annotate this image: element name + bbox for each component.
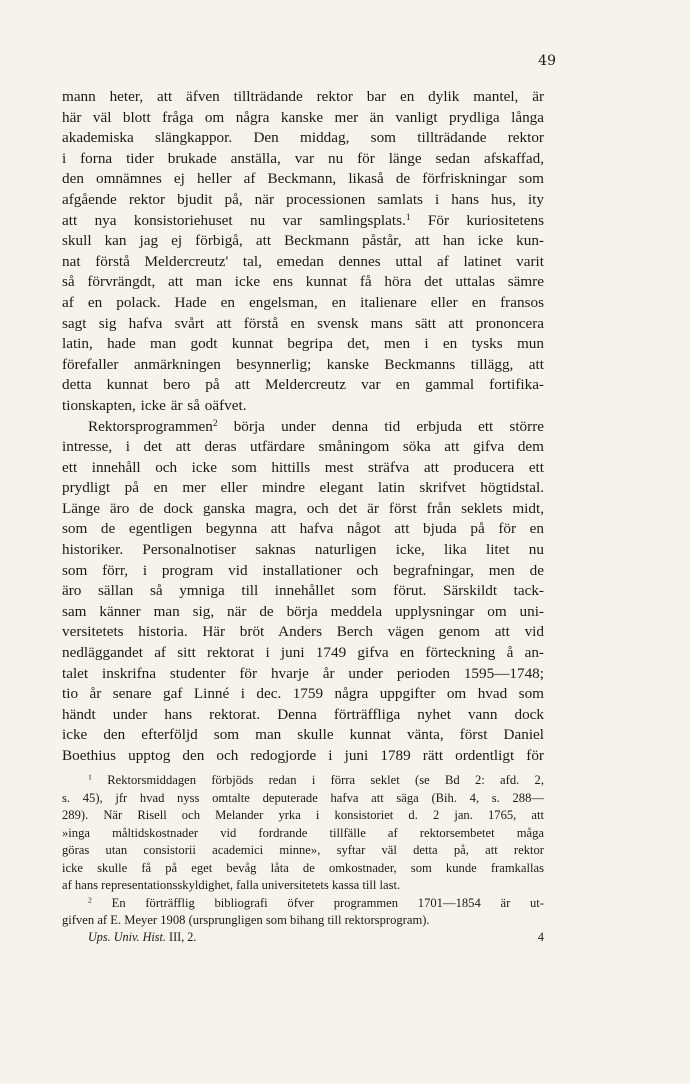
body-line: i forna tider brukade anställa, var nu för länge sedan afskaffad, [62,149,544,167]
footnote-text: En förträfflig bibliografi öfver programmen 1701—1854 är ut- [111,895,544,910]
body-line: talet inskrifna studenter för hvarje år under perioden 1595—1748; [62,664,544,682]
body-line: akademiska slängkappor. Den middag, som tillträdande rektor [62,129,544,147]
body-line: intresse, i det att deras utfärdare småningom söka att gifva dem [62,438,544,456]
body-line: versitetets historia. Här bröt Anders Berch vägen genom att vid [62,623,544,641]
body-line: icke den efterföljd som man skulle kunnat vänta, först Daniel [62,726,544,744]
body-line-start: Rektorsprogrammen [88,417,213,435]
signature-title: Ups. Univ. Hist. [88,930,166,944]
body-line: sam känner man sig, när de börja meddela upplysningar om uni- [62,602,544,620]
footnote-line: »inga måltidskostnader vid fordrande tillfälle af rektorsembetet måga [62,825,544,840]
body-line-end: börja under denna tid erbjuda ett större [217,417,544,435]
body-line: ett innehåll och icke som hittills mest sträfva att producera ett [62,458,544,476]
footnote-text: Rektorsmiddagen förbjöds redan i förra seklet (se Bd 2: afd. 2, [107,773,544,787]
footnote-ref-2: 2 [212,418,218,429]
footnote-line: af hans representationsskyldighet, falla universitetets kassa till last. [62,878,401,892]
body-line [62,417,544,438]
footnote-ref-1: 1 [405,212,411,223]
body-line: prydligt på en mer eller mindre elegant latin skrifvet högtidstal. [62,479,544,497]
body-line-end: För kuriositetens [410,211,544,229]
signature-number: 4 [537,930,544,944]
footnote-line: icke skulle få på eget bevåg låta de omkostnader, som kunde framkallas [62,860,544,875]
body-line: tio år senare gaf Linné i dec. 1759 några uppgifter om hvad som [62,685,544,703]
footnote-line [62,772,544,790]
body-line: skull kan jag ej förbigå, att Beckmann påstår, att han icke kun- [62,232,544,250]
body-line: förefaller anmärkningen besynnerlig; kanske Beckmanns tillägg, att [62,355,544,373]
body-line: Boethius upptog den och redogjorde i juni 1789 rätt ordentligt för [62,747,544,764]
footnote-line: s. 45), jfr hvad nyss omtalte deputerade hafva att säga (Bih. 4, s. 288— [62,790,544,805]
body-line: nat förstå Meldercreutz' tal, emedan dennes uttal af latinet varit [62,252,544,270]
body-line: af en polack. Hade en engelsman, en italienare eller en fransos [62,293,544,311]
body-line-start: att nya konsistoriehuset nu var samlingsplats. [62,211,406,229]
body-line: mann heter, att äfven tillträdande rektor bar en dylik mantel, är [62,88,544,105]
signature-line [88,929,544,945]
body-line: här väl blott fråga om några kanske mer än vanligt prydliga långa [62,108,544,126]
body-line: som de egentligen begynna att hafva något att bjuda på för en [62,520,544,538]
body-line: tionskapten, icke är så oäfvet. [62,396,247,414]
body-line: äro sällan så ymniga till innehållet som förut. Särskildt tack- [62,582,544,600]
body-line: så förvrängdt, att man icke ens kunnat få höra det uttalas sämre [62,273,544,291]
body-line: sagt sig hafva svårt att förstå en svensk mans sätt att prononcera [62,314,544,332]
body-line: den omnämnes ej heller af Beckmann, likaså de förfriskningar som [62,170,544,188]
body-line [62,211,544,232]
footnotes [62,772,544,930]
body-line: Länge äro de dock ganska magra, och det är först från seklets midt, [62,499,544,517]
body-line: som förr, i program vid installationer och begrafningar, men de [62,561,544,579]
footnote-line: 289). När Risell och Melander yrka i konsistoriet d. 2 jan. 1765, att [62,808,544,822]
body-line: detta kunnat bero på att Meldercreutz var en gammal fortifika- [62,376,544,394]
footnote-line: göras utan consistorii academici minne», syftar väl detta på, att rektor [62,843,544,857]
signature-volume: III, 2. [169,930,197,944]
footnote-marker-2: 2 [88,895,92,905]
body-text [62,87,544,767]
body-line: historiker. Personalnotiser saknas naturligen icke, lika litet nu [62,541,544,559]
body-line: afgående rektor bjudit på, när processionen samlats i hans hus, ity [62,190,544,208]
footnote-marker-1: 1 [88,772,92,782]
body-line: händt under hans rektorat. Denna förträffliga nyhet vann dock [62,705,544,723]
footnote-line [62,895,544,913]
page-number: 49 [538,53,556,69]
footnote-line: gifven af E. Meyer 1908 (ursprungligen som bihang till rektorsprogram). [62,913,430,927]
body-line: latin, hade man godt kunnat begripa det, men i en tysks mun [62,335,544,353]
body-line: nedläggandet af sitt rektorat i juni 1749 gifva en förteckning å an- [62,644,544,662]
